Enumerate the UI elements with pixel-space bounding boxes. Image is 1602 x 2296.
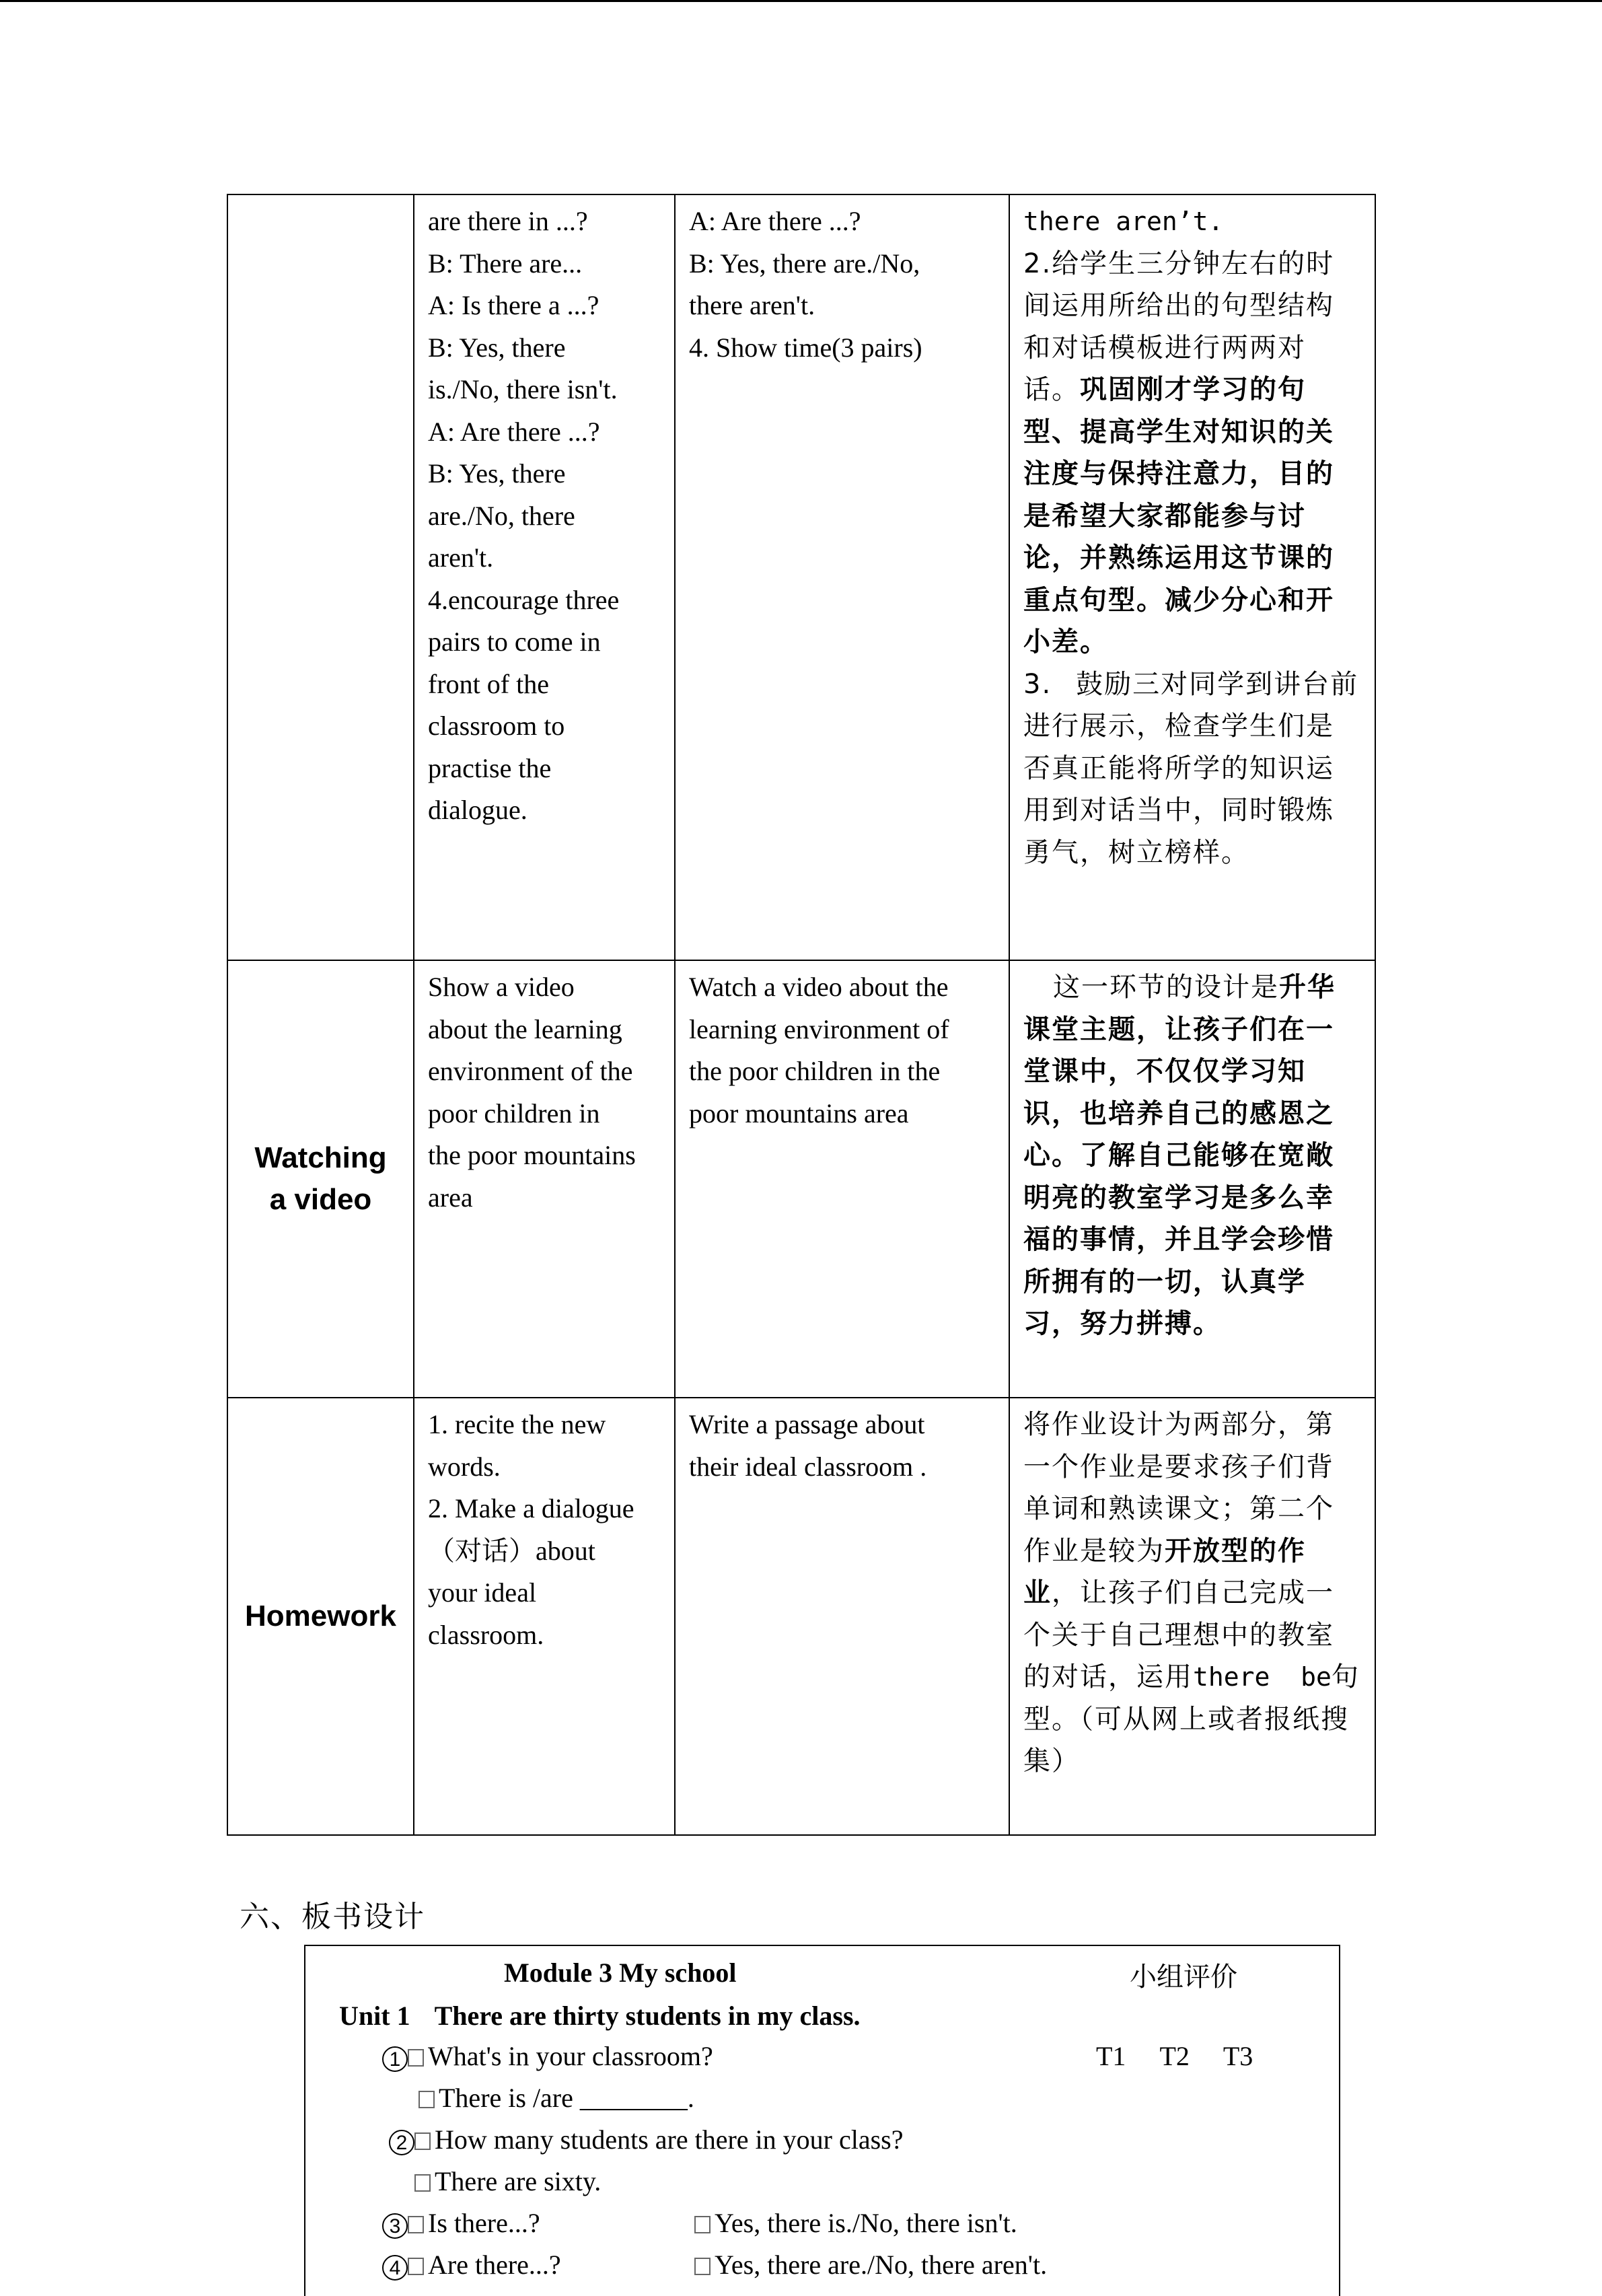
board-item-answer [418, 2082, 694, 2114]
purpose-text: 2.给学生三分钟左右的时间运用所给出的句型结构和对话模板进行两两对话。 [1023, 248, 1335, 405]
teacher-line: 1. recite the new [428, 1409, 606, 1439]
table-row [227, 1398, 1375, 1835]
board-item [389, 2124, 903, 2155]
board-item [382, 2249, 561, 2281]
purpose-text: 句型。（可从网上或者报纸搜集） [1023, 1661, 1360, 1777]
teacher-line: poor children in [428, 1098, 600, 1128]
checkbox-icon [408, 2258, 424, 2275]
student-line: Write a passage about [689, 1409, 925, 1439]
design-purpose-cell [1009, 960, 1375, 1398]
student-line: B: Yes, there are./No, [689, 248, 920, 279]
teacher-line: are there in ...? [428, 206, 588, 236]
checkbox-icon [414, 2132, 431, 2150]
stage-cell [227, 194, 414, 960]
board-item-answer [694, 2249, 1047, 2281]
lesson-plan-table [227, 194, 1376, 1836]
student-activity-cell [675, 194, 1009, 960]
item-number: 3 [382, 2213, 408, 2239]
teacher-line: environment of the [428, 1056, 633, 1086]
purpose-number: 3. [1023, 668, 1052, 700]
page-top-border [0, 0, 1602, 2]
checkbox-icon [694, 2258, 711, 2275]
teacher-line: are./No, there [428, 500, 575, 531]
teacher-line: 4.encourage three [428, 584, 620, 615]
student-line: there aren't. [689, 290, 815, 320]
teacher-activity-cell [414, 960, 675, 1398]
board-item-answer [414, 2165, 601, 2197]
section-heading: 六、板书设计 [240, 1900, 425, 1934]
purpose-text: ，让孩子们自己完成一个关于自己理想中的教室的对话，运用 [1023, 1577, 1334, 1692]
teacher-line: classroom to [428, 711, 565, 741]
student-line: A: Are there ...? [689, 206, 861, 236]
item-number: 1 [382, 2046, 408, 2072]
teacher-line: is./No, there isn't. [428, 374, 618, 404]
board-item [382, 2207, 540, 2239]
item-number: 4 [382, 2255, 408, 2281]
student-line: 4. Show time(3 pairs) [689, 332, 922, 363]
item-question: Is there...? [428, 2208, 540, 2238]
purpose-text: 这一环节的设计是 [1053, 972, 1279, 1003]
purpose-code: there be [1193, 1662, 1332, 1692]
board-item [382, 2040, 713, 2072]
teacher-line: area [428, 1182, 473, 1213]
design-purpose-cell [1009, 1398, 1375, 1835]
unit-label: Unit 1 [339, 2001, 410, 2031]
student-line: poor mountains area [689, 1098, 909, 1128]
group-evaluation-label: 小组评价 [1130, 1962, 1237, 1993]
item-answer: Yes, there are./No, there aren't. [715, 2250, 1048, 2280]
stage-label: Homework [245, 1600, 396, 1633]
stage-cell [227, 1398, 414, 1835]
stage-label: a video [269, 1183, 372, 1216]
item-number: 2 [389, 2130, 414, 2155]
teacher-line: the poor mountains [428, 1140, 636, 1170]
blackboard-design-box [304, 1945, 1340, 2296]
stage-label: Watching [254, 1141, 387, 1174]
purpose-emphasis: 巩固刚才学习的句型、提高学生对知识的关注度与保持注意力，目的是希望大家都能参与讨论，并熟练运用这节课的重点句型。减少分心和开小差。 [1023, 374, 1334, 657]
teacher-line: A: Is there a ...? [428, 290, 599, 320]
teacher-activity-cell [414, 1398, 675, 1835]
checkbox-icon [694, 2216, 711, 2233]
table-row [227, 194, 1375, 960]
teacher-line: aren't. [428, 542, 494, 573]
item-question: What's in your classroom? [428, 2041, 713, 2071]
teacher-line: A: Are there ...? [428, 416, 600, 447]
teacher-line: dialogue. [428, 795, 527, 825]
student-line: the poor children in the [689, 1056, 941, 1086]
teacher-line: Show a video [428, 972, 575, 1002]
item-answer: Yes, there is./No, there isn't. [715, 2208, 1017, 2238]
purpose-emphasis: 开放型的作业 [1023, 1535, 1306, 1608]
purpose-emphasis: 升华课堂主题，让孩子们在一堂课中，不仅仅学习知识，也培养自己的感恩之心。了解自己能够在宽敞明亮的教室学习是多么幸福的事情，并且学会珍惜所拥有的一切，认真学习，努力拼搏。 [1023, 972, 1336, 1339]
board-item-answer [694, 2207, 1017, 2239]
student-line: Watch a video about the [689, 972, 949, 1002]
student-activity-cell [675, 960, 1009, 1398]
item-answer: There are sixty. [435, 2166, 602, 2196]
teacher-line: practise the [428, 752, 552, 783]
purpose-paragraph [1023, 663, 1361, 874]
purpose-paragraph [1023, 966, 1361, 1345]
purpose-text: 鼓励三对同学到讲台前进行展示，检查学生们是否真正能将所学的知识运用到对话当中，同时锻炼勇气，树立榜样。 [1023, 668, 1359, 868]
purpose-paragraph [1023, 243, 1361, 663]
team-label: T1 [1096, 2041, 1126, 2071]
teacher-line: B: Yes, there [428, 332, 566, 363]
item-question: How many students are there in your class? [435, 2124, 904, 2155]
teacher-line: （对话）about [428, 1535, 595, 1566]
purpose-text: 将作业设计为两部分，第一个作业是要求孩子们背单词和熟读课文；第二个作业是较为 [1023, 1409, 1334, 1567]
purpose-text: there aren’t. [1023, 207, 1224, 236]
teacher-line: classroom. [428, 1619, 544, 1650]
stage-cell [227, 960, 414, 1398]
student-line: their ideal classroom . [689, 1451, 927, 1482]
teacher-line: your ideal [428, 1577, 537, 1608]
purpose-paragraph [1023, 201, 1361, 243]
table-row [227, 960, 1375, 1398]
design-purpose-cell [1009, 194, 1375, 960]
module-title: Module 3 My school [504, 1958, 737, 1988]
team-label: T3 [1223, 2041, 1253, 2071]
checkbox-icon [414, 2174, 431, 2192]
unit-title: There are thirty students in my class. [434, 2001, 861, 2031]
checkbox-icon [418, 2091, 435, 2108]
teacher-line: front of the [428, 668, 549, 699]
team-label: T2 [1159, 2041, 1190, 2071]
teacher-line: B: Yes, there [428, 458, 566, 489]
checkbox-icon [408, 2049, 424, 2067]
item-question: Are there...? [428, 2250, 561, 2280]
teacher-activity-cell [414, 194, 675, 960]
checkbox-icon [408, 2216, 424, 2233]
teacher-line: B: There are... [428, 248, 583, 279]
unit-heading [339, 2000, 861, 2032]
item-answer: There is /are ________. [439, 2083, 694, 2113]
teacher-line: pairs to come in [428, 626, 601, 657]
student-line: learning environment of [689, 1013, 949, 1044]
teacher-line: words. [428, 1451, 501, 1482]
student-activity-cell [675, 1398, 1009, 1835]
purpose-paragraph [1023, 1404, 1361, 1783]
teacher-line: about the learning [428, 1013, 622, 1044]
teacher-line: 2. Make a dialogue [428, 1493, 634, 1523]
team-labels [1096, 2040, 1253, 2072]
